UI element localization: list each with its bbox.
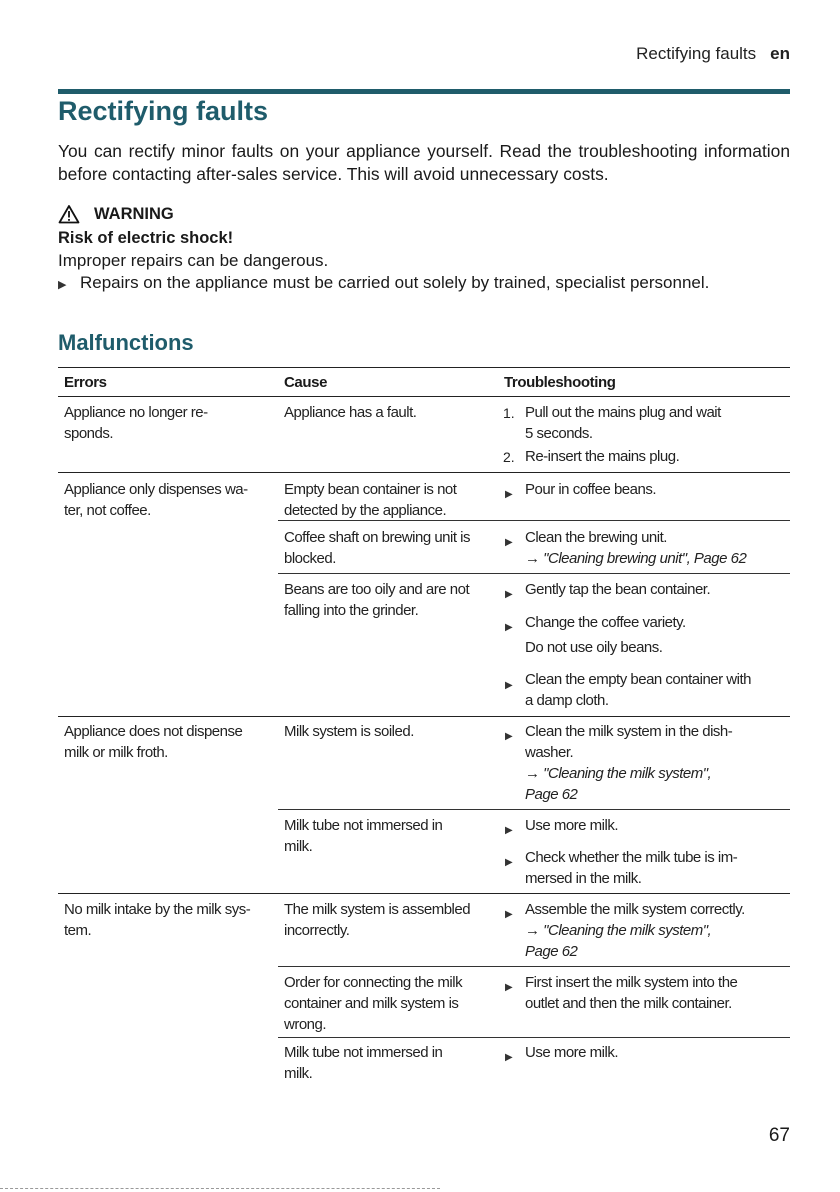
bullet-triangle-icon: ▶: [505, 825, 513, 836]
row4-cause3: Milk tube not immersed in milk.: [284, 1044, 443, 1082]
page-number: 67: [768, 1125, 790, 1146]
bullet-triangle-icon: ▶: [505, 489, 513, 500]
column-header-troubleshooting: Troubleshooting: [504, 374, 616, 391]
sub-row-rule: [278, 809, 790, 810]
row3-cause2: Milk tube not immersed in milk.: [284, 817, 443, 855]
warning-description: Improper repairs can be dangerous.: [58, 251, 329, 270]
bullet-triangle-icon: ▶: [505, 537, 513, 548]
row1-cause: Appliance has a fault.: [284, 404, 417, 421]
row2-fix3b: Change the coffee variety.: [525, 614, 686, 631]
step-number: 2.: [503, 449, 515, 465]
row3-error: Appliance does not dispense milk or milk froth.: [64, 723, 243, 761]
page-title: Rectifying faults: [58, 96, 269, 126]
row-rule: [58, 893, 790, 894]
warning-risk: Risk of electric shock!: [58, 229, 234, 247]
row-rule: [58, 716, 790, 717]
row1-error: Appliance no longer re- sponds.: [64, 404, 208, 442]
cross-reference-link[interactable]: → "Cleaning the milk system",: [525, 765, 712, 782]
row2-fix3a: Gently tap the bean container.: [525, 581, 711, 598]
bullet-triangle-icon: ▶: [505, 982, 513, 993]
row2-cause2: Coffee shaft on brewing unit is blocked.: [284, 529, 471, 567]
row3-fix2b: Check whether the milk tube is im- mersed in the milk.: [525, 849, 738, 887]
column-header-cause: Cause: [284, 374, 328, 391]
bullet-triangle-icon: ▶: [505, 909, 513, 920]
bullet-triangle-icon: ▶: [505, 622, 513, 633]
intro-paragraph: You can rectify minor faults on your appliance yourself. Read the troubleshooting information before contacting after-sales service. This will avoid unnecessary costs.: [58, 141, 790, 184]
row1-step2: Re-insert the mains plug.: [525, 448, 680, 465]
row1-step1: Pull out the mains plug and wait 5 seconds.: [525, 404, 721, 442]
row4-fix1: Assemble the milk system correctly. → "Cleaning the milk system", Page 62: [525, 901, 745, 960]
row4-cause2: Order for connecting the milk container and milk system is wrong.: [284, 974, 463, 1033]
row4-error: No milk intake by the milk sys- tem.: [64, 901, 251, 939]
column-header-errors: Errors: [64, 374, 107, 391]
row2-error: Appliance only dispenses wa- ter, not coffee.: [64, 481, 248, 519]
sub-row-rule: [278, 1037, 790, 1038]
bullet-triangle-icon: ▶: [505, 1052, 513, 1063]
row-rule: [58, 472, 790, 473]
row2-cause1: Empty bean container is not detected by the appliance.: [284, 481, 457, 519]
row4-cause1: The milk system is assembled incorrectly.: [284, 901, 471, 939]
bullet-triangle-icon: ▶: [505, 731, 513, 742]
cross-reference-page[interactable]: Page 62: [525, 786, 578, 803]
row2-fix1: Pour in coffee beans.: [525, 481, 656, 498]
header-language: en: [770, 44, 790, 63]
row2-fix3c: Clean the empty bean container with a damp cloth.: [525, 671, 751, 709]
bullet-triangle-icon: ▶: [505, 589, 513, 600]
sub-row-rule: [278, 573, 790, 574]
footer-rule: [0, 1188, 440, 1189]
row4-fix3: Use more milk.: [525, 1044, 619, 1061]
warning-label: WARNING: [94, 204, 174, 223]
sub-row-rule: [278, 520, 790, 521]
step-number: 1.: [503, 405, 515, 421]
row3-fix2a: Use more milk.: [525, 817, 619, 834]
sub-row-rule: [278, 966, 790, 967]
section-heading: Malfunctions: [58, 330, 194, 355]
row3-fix1: Clean the milk system in the dish- washer. → "Cleaning the milk system", Page 62: [525, 723, 733, 803]
cross-reference-link[interactable]: → "Cleaning brewing unit", Page 62: [525, 550, 747, 567]
bullet-triangle-icon: ▶: [505, 680, 513, 691]
cross-reference-page[interactable]: Page 62: [525, 943, 578, 960]
warning-instruction: ▶ Repairs on the appliance must be carried out solely by trained, specialist personnel.: [58, 272, 790, 294]
header-section: Rectifying faults: [636, 44, 757, 63]
row2-cause3: Beans are too oily and are not falling into the grinder.: [284, 581, 470, 619]
row3-cause1: Milk system is soiled.: [284, 723, 414, 740]
bullet-triangle-icon: ▶: [505, 857, 513, 868]
bullet-triangle-icon: ▶: [58, 279, 67, 291]
row2-fix2: Clean the brewing unit. → "Cleaning brewing unit", Page 62: [525, 529, 747, 567]
row2-fix3b-note: Do not use oily beans.: [525, 639, 663, 656]
row4-fix2: First insert the milk system into the outlet and then the milk container.: [525, 974, 738, 1012]
cross-reference-link[interactable]: → "Cleaning the milk system",: [525, 922, 712, 939]
